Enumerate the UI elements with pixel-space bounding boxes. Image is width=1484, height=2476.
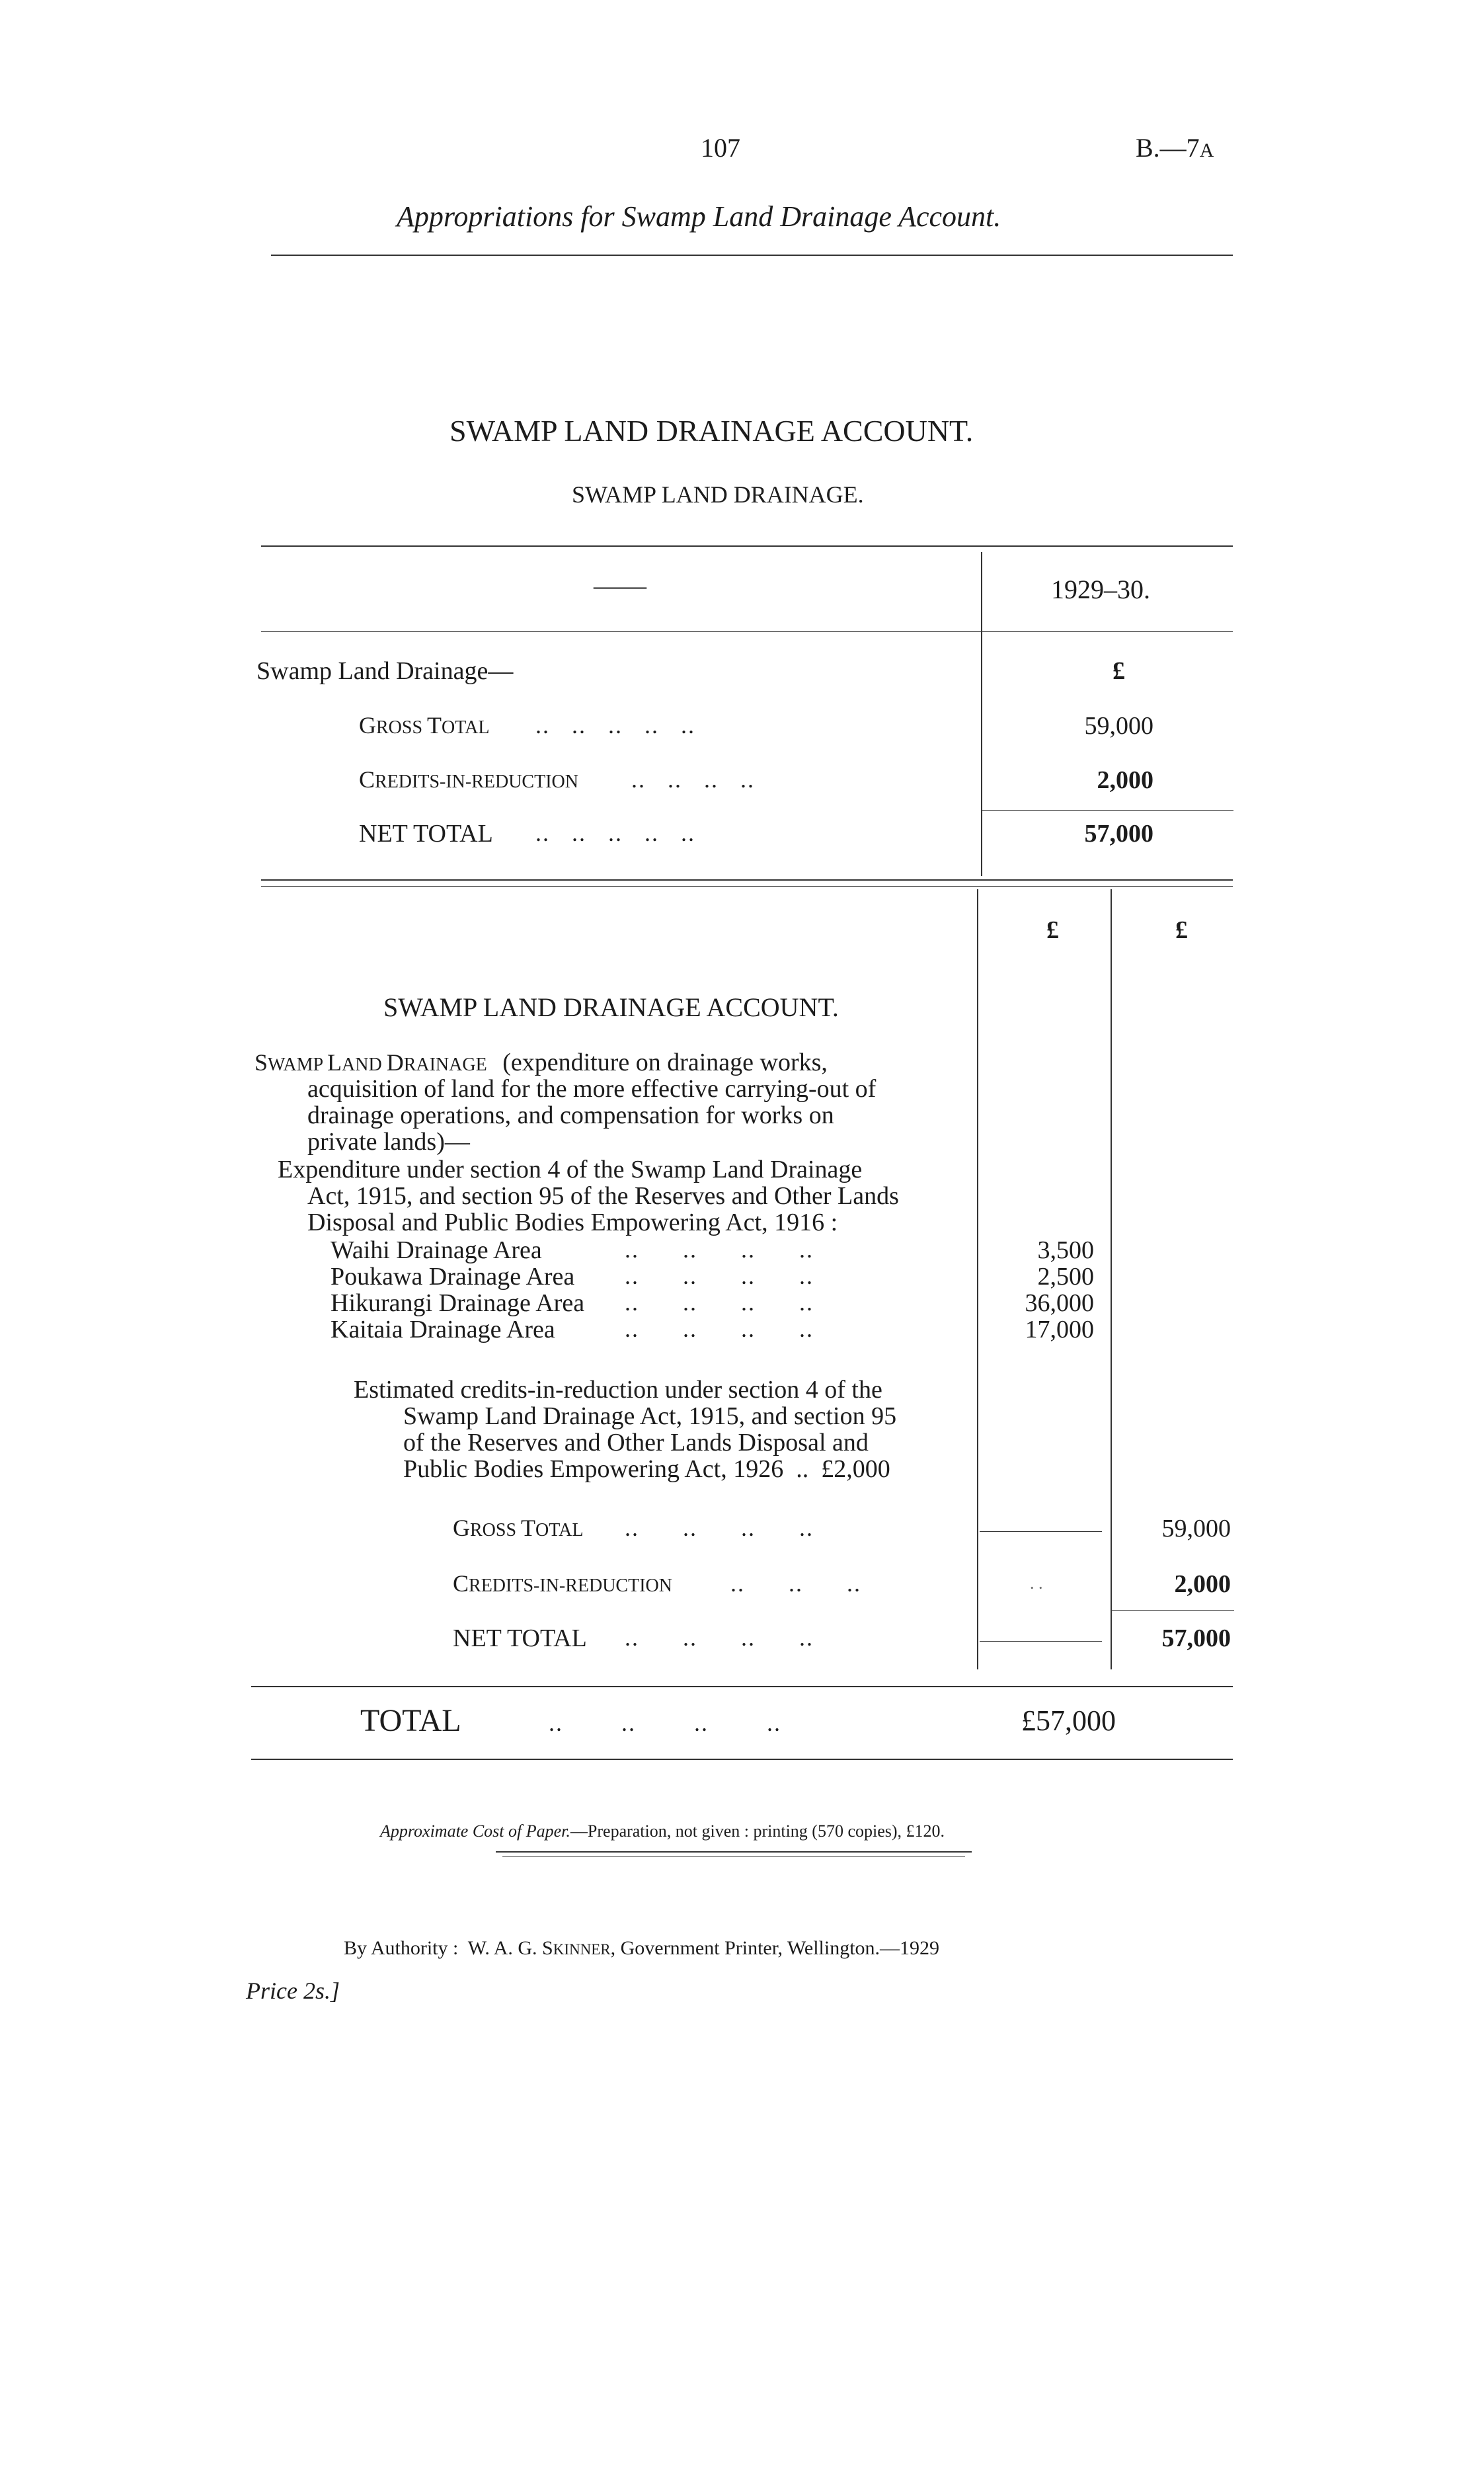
authority-line-2: Act, 1915, and section 95 of the Reserves and Other Lands (307, 1182, 899, 1210)
credits-note-line-3: of the Reserves and Other Lands Disposal and (403, 1429, 869, 1457)
summary-credits-leader: .. .. .. .. (631, 766, 755, 793)
printer-authority: By Authority : W. A. G. SKINNER, Government Printer, Wellington.—1929 (344, 1937, 940, 1959)
detail-net-leader: .. .. .. .. (625, 1624, 814, 1651)
vote-line-3: drainage operations, and compensation for works on (307, 1101, 834, 1129)
detail-column-divider-2 (1111, 889, 1112, 1669)
detail-gross-dash (980, 1531, 1102, 1532)
paper-cost-note: Approximate Cost of Paper.—Preparation, not given : printing (570 copies), £120. (380, 1821, 945, 1841)
vote-line-4: private lands)— (307, 1128, 470, 1156)
authority-line-3: Disposal and Public Bodies Empowering Act, 1916 : (307, 1209, 838, 1236)
credits-note-line-1: Estimated credits-in-reduction under section 4 of the (354, 1376, 882, 1404)
summary-title: SWAMP LAND DRAINAGE ACCOUNT. (449, 414, 974, 448)
grand-total-label: TOTAL (360, 1703, 461, 1738)
summary-net-rule (982, 810, 1233, 811)
item-value: 17,000 (1025, 1316, 1094, 1343)
authority-line-1: Expenditure under section 4 of the Swamp Land Drainage (278, 1156, 863, 1183)
price: Price 2s.] (246, 1977, 340, 2004)
summary-year-header: 1929–30. (1051, 575, 1150, 604)
document-reference (1136, 132, 1214, 163)
reference-suffix: A (1199, 140, 1214, 161)
vote-line-1: SWAMP LAND DRAINAGE (expenditure on drainage works, (254, 1049, 828, 1076)
grand-total-value: £57,000 (1021, 1704, 1116, 1737)
detail-net-dash (980, 1641, 1102, 1642)
summary-net-label: NET TOTAL (359, 820, 493, 848)
detail-currency-col2: £ (1175, 916, 1188, 944)
summary-gross-value: 59,000 (1084, 712, 1153, 740)
detail-gross-value: 59,000 (1161, 1515, 1231, 1542)
item-label: Poukawa Drainage Area (331, 1263, 575, 1291)
detail-title: SWAMP LAND DRAINAGE ACCOUNT. (383, 992, 839, 1022)
item-value: 2,500 (1037, 1263, 1094, 1291)
item-label: Hikurangi Drainage Area (331, 1289, 585, 1317)
detail-net-value: 57,000 (1161, 1624, 1231, 1652)
item-leader: .. .. .. .. (625, 1316, 814, 1342)
item-leader: .. .. .. .. (625, 1236, 814, 1263)
footer-rule-1 (496, 1851, 972, 1853)
vote-line-2: acquisition of land for the more effective carrying-out of (307, 1075, 877, 1103)
page-number: 107 (701, 133, 740, 163)
total-bottom-rule (251, 1759, 1233, 1760)
summary-column-divider (981, 552, 982, 876)
header-rule (271, 255, 1233, 256)
detail-gross-leader: .. .. .. .. (625, 1515, 814, 1541)
detail-credits-mid-dots: . . (1030, 1574, 1043, 1593)
item-value: 3,500 (1037, 1236, 1094, 1264)
item-label: Kaitaia Drainage Area (331, 1316, 555, 1343)
detail-currency-col1: £ (1046, 916, 1059, 944)
detail-column-divider-1 (977, 889, 978, 1669)
summary-credits-value: 2,000 (1097, 766, 1153, 794)
summary-header-rule (261, 631, 1233, 632)
item-value: 36,000 (1025, 1289, 1094, 1317)
item-label: Waihi Drainage Area (331, 1236, 542, 1264)
detail-net-label: NET TOTAL (453, 1624, 587, 1652)
summary-bottom-rule-1 (261, 879, 1233, 881)
detail-credits-value: 2,000 (1174, 1570, 1231, 1598)
detail-gross-label: GROSS TOTAL (453, 1515, 584, 1541)
detail-credits-leader: .. .. .. (730, 1570, 861, 1597)
grand-total-leader: .. .. .. .. (549, 1710, 781, 1736)
summary-top-rule (261, 545, 1233, 547)
summary-credits-label: CREDITS-IN-REDUCTION (359, 766, 578, 793)
summary-bottom-rule-2 (261, 886, 1233, 887)
summary-net-value: 57,000 (1084, 820, 1153, 848)
running-title: Appropriations for Swamp Land Drainage Account. (397, 200, 1001, 233)
summary-subtitle: SWAMP LAND DRAINAGE. (572, 481, 864, 508)
total-top-rule (251, 1686, 1233, 1687)
summary-net-leader: .. .. .. .. .. (535, 820, 695, 846)
summary-currency: £ (1113, 657, 1125, 685)
detail-net-rule (1112, 1610, 1234, 1611)
summary-section-label: Swamp Land Drainage— (256, 657, 514, 685)
summary-gross-leader: .. .. .. .. .. (535, 712, 695, 739)
credits-note-line-2: Swamp Land Drainage Act, 1915, and section 95 (403, 1402, 897, 1430)
item-leader: .. .. .. .. (625, 1289, 814, 1316)
item-leader: .. .. .. .. (625, 1263, 814, 1289)
reference-main: B.—7 (1136, 133, 1200, 163)
credits-note-line-4: Public Bodies Empowering Act, 1926 .. £2,000 (403, 1455, 890, 1483)
summary-gross-label: GROSS TOTAL (359, 712, 490, 739)
summary-dash-header: —— (594, 571, 646, 600)
detail-credits-label: CREDITS-IN-REDUCTION (453, 1570, 672, 1597)
